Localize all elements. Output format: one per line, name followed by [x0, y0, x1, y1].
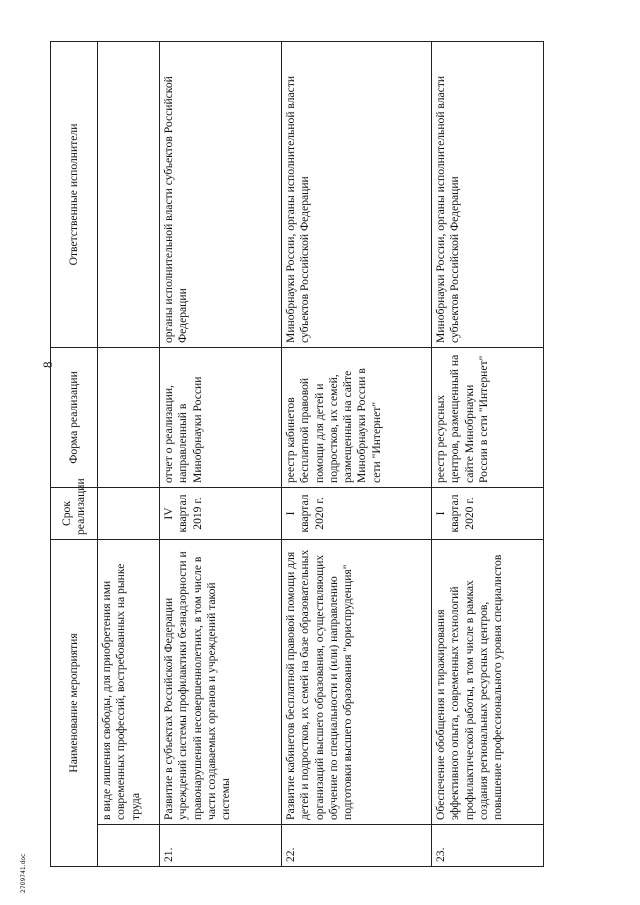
table-row-continuation: [98, 41, 160, 866]
row-number: 23.: [432, 825, 544, 867]
row-responsible: Минобрнауки России, органы исполнительной власти субъектов Российской Федерации: [432, 41, 544, 347]
measures-table-page: [50, 42, 568, 867]
document-code: 2709741.doc: [20, 853, 27, 893]
row-responsible: органы исполнительной власти субъектов Российской Федерации: [160, 41, 282, 347]
table-row: [432, 41, 544, 866]
row-name: Развитие в субъектах Российской Федерации учреждений системы профилактики безнадзорности и правонарушений несовершеннолетних, в том числе в части создаваемых органов и учреждений такой системы: [160, 539, 282, 824]
header-responsible: Ответственные исполнители: [51, 41, 98, 347]
row-term: IV квартал 2019 г.: [160, 487, 282, 539]
table-row: [160, 41, 282, 866]
row-form: реестр ресурсных центров, размещенный на сайте Минобрнауки России в сети "Интернет": [432, 347, 544, 487]
row-form: отчет о реализации, направленный в Минобрнауки России: [160, 347, 282, 487]
row-number: 21.: [160, 825, 282, 867]
row-name: Развитие кабинетов бесплатной правовой помощи для детей и подростков, их семей на базе образовательных организаций высшего образования, осуществляющих обучение по специальности и (или) направлению подготовки высшего образования "юриспруденция": [282, 539, 432, 824]
row-responsible: [98, 41, 160, 347]
measures-table: [50, 41, 544, 867]
row-responsible: Минобрнауки России, органы исполнительной власти субъектов Российской Федерации: [282, 41, 432, 347]
row-term: I квартал 2020 г.: [282, 487, 432, 539]
row-name: в виде лишения свободы, для приобретения ими современных профессий, востребованных на рынке труда: [98, 539, 160, 824]
row-form: реестр кабинетов бесплатной правовой помощи для детей и подростков, их семей, размещенный на сайте Минобрнауки России в сети "Интернет": [282, 347, 432, 487]
row-name: Обеспечение обобщения и тиражирования эффективного опыта, современных технологий профилактической работы, в том числе в рамках создания региональных ресурсных центров, повышение профессионального уровня специалистов: [432, 539, 544, 824]
header-form: Форма реализации: [51, 347, 98, 487]
table-row: [282, 41, 432, 866]
table-header-row: [51, 41, 98, 866]
header-name: Наименование мероприятия: [51, 539, 98, 866]
row-term: I квартал 2020 г.: [432, 487, 544, 539]
row-number: 22.: [282, 825, 432, 867]
row-form: [98, 347, 160, 487]
row-term: [98, 487, 160, 539]
page-number: 8: [40, 361, 55, 368]
row-number: [98, 825, 160, 867]
header-term: Срок реализации: [51, 487, 98, 539]
